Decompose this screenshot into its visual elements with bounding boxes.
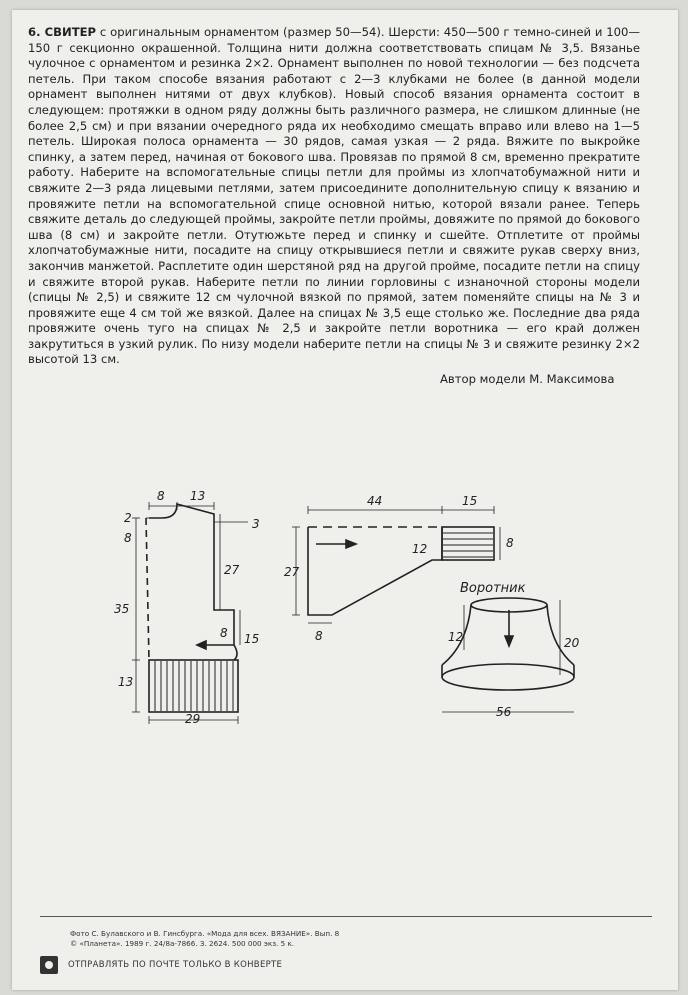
dim-collar-left: 12 bbox=[448, 630, 464, 644]
body-pattern bbox=[132, 502, 248, 724]
dim-sleeve-cuff-width: 15 bbox=[462, 494, 478, 508]
credits-line-1: Фото С. Булавского и В. Гинсбурга. «Мода для всех. ВЯЗАНИЕ». Вып. 8 bbox=[70, 929, 340, 938]
dim-body-rib: 13 bbox=[118, 675, 134, 689]
dim-body-side: 27 bbox=[224, 563, 240, 577]
dim-collar-bottom: 56 bbox=[496, 705, 512, 719]
dim-body-top-left: 8 bbox=[157, 489, 165, 503]
publisher-logo-icon bbox=[40, 956, 58, 974]
knitting-pattern-diagrams bbox=[12, 480, 678, 760]
dim-body-height: 35 bbox=[114, 602, 130, 616]
dim-sleeve-top: 44 bbox=[367, 494, 383, 508]
dim-sleeve-cuff-height: 8 bbox=[506, 536, 514, 550]
credits-line-2: © «Планета». 1989 г. 24/8а-7866. З. 2624. 500 000 экз. 5 к. bbox=[70, 939, 295, 948]
dim-body-width: 29 bbox=[185, 712, 201, 726]
mail-note bbox=[40, 956, 282, 974]
dim-body-inner: 8 bbox=[220, 626, 228, 640]
author-credit: Автор модели М. Максимова bbox=[440, 372, 615, 386]
postcard-page bbox=[12, 10, 678, 990]
dim-body-armhole: 15 bbox=[244, 632, 260, 646]
sleeve-pattern bbox=[292, 506, 500, 623]
article-body: с оригинальным орнаментом (размер 50—54). Шерсти: 450—500 г темно-синей и 100—150 г секционно окрашенной. Толщина нити должна соответствовать спицам № 3,5. Вязанье чулочное с орнаментом и резинка 2×2. Орнамент выполнен по новой технологии — без подсчета петель. При таком способе вязания работают с 2—3 клубками не более (в данной модели орнамент выполнен нитями от двух клубков). Новый способ вязания орнамента состоит в следующем: протяжки в одном ряду должны быть различного размера, не слишком длинные (не более 2,5 см) и при вязании очередного ряда их необходимо смещать вправо или влево на 1—5 петель. Широкая полоса орнамента — 30 рядов, самая узкая — 2 ряда. Вяжите по выкройке спинку, а затем перед, начиная от бокового шва. Провязав по прямой 8 см, временно прекратите работу. Наберите на вспомогательные спицы петли для проймы из хлопчатобумажной нити и свяжите 2—3 ряда лицевыми петлями, затем присоедините дополнительную спицу к вязанию и провяжите петли на вспомогательной спице основной нитью, которой вязали ранее. Теперь свяжите деталь до следующей проймы, закройте петли проймы, довяжите по прямой до бокового шва (8 см) и закройте петли. Отутюжьте перед и спинку и сшейте. Отплетите от проймы хлопчатобумажные нити, посадите на спицу открывшиеся петли и свяжите рукав сверху вниз, закончив манжетой. Расплетите один шерстяной ряд на другой пройме, посадите петли на спицу и свяжите второй рукав. Наберите петли по линии горловины с изнаночной стороны модели (спицы № 2,5) и свяжите 12 см чулочной вязкой по прямой, затем поменяйте спицы на № 3 и провяжите еще 4 см той же вязкой. Далее на спицах № 3,5 еще столько же. Последние два ряда провяжите очень туго на спицах № 2,5 и закройте петли воротника — его край должен закрутиться в узкий рулик. По низу модели наберите петли на спицы № 3 и свяжите резинку 2×2 высотой 13 см. bbox=[28, 25, 640, 367]
dim-sleeve-height: 27 bbox=[284, 565, 300, 579]
footer-divider bbox=[40, 916, 652, 917]
dim-sleeve-bottom: 8 bbox=[315, 629, 323, 643]
dim-body-top-mid: 13 bbox=[190, 489, 206, 503]
collar-pattern bbox=[442, 598, 574, 712]
footer bbox=[40, 916, 652, 970]
dim-body-left-b: 8 bbox=[124, 531, 132, 545]
dim-collar-right: 20 bbox=[564, 636, 580, 650]
dim-body-right-top: 3 bbox=[252, 517, 260, 531]
article-heading: 6. СВИТЕР bbox=[28, 25, 97, 39]
dim-body-left-a: 2 bbox=[124, 511, 132, 525]
mail-note-text: ОТПРАВЛЯТЬ ПО ПОЧТЕ ТОЛЬКО В КОНВЕРТЕ bbox=[68, 960, 283, 970]
dim-sleeve-diagonal: 12 bbox=[412, 542, 428, 556]
article-text bbox=[28, 25, 640, 368]
footer-credits bbox=[70, 929, 652, 949]
collar-title: Воротник bbox=[460, 581, 526, 596]
